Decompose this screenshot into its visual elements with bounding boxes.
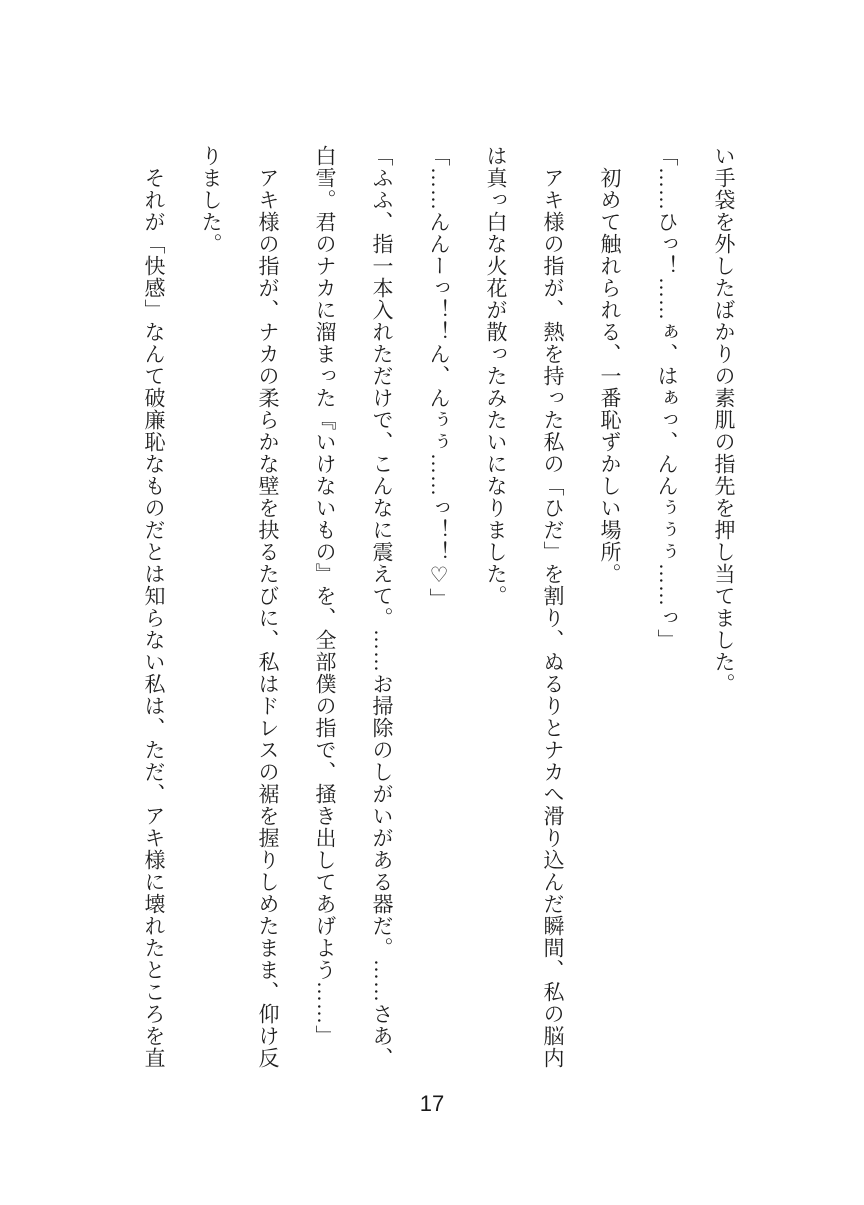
text-line: りました。 xyxy=(199,145,223,255)
text-line: それが「快感」なんて破廉恥なものだとは知らない私は、ただ、アキ様に壊れたところを直 xyxy=(142,145,166,1069)
text-line: 初めて触れられる、一番恥ずかしい場所。 xyxy=(598,145,622,585)
text-line: アキ様の指が、熱を持った私の「ひだ」を割り、ぬるりとナカへ滑り込んだ瞬間、私の脳内 xyxy=(541,145,565,1069)
text-line: 「……ひっ！……ぁ、はぁっ、んんぅぅぅ……っ」 xyxy=(655,145,679,651)
vertical-text-block xyxy=(125,145,752,1085)
text-line: い手袋を外したばかりの素肌の指先を押し当てました。 xyxy=(712,145,736,695)
text-line: 「ふふ、指一本入れただけで、こんなに震えて。……お掃除のしがいがある器だ。……さあ、 xyxy=(370,145,394,1069)
page-number: 17 xyxy=(419,1091,445,1116)
text-line: 白雪。君のナカに溜まった『いけないもの』を、全部僕の指で、掻き出してあげよう……」 xyxy=(313,145,337,1047)
text-line: アキ様の指が、ナカの柔らかな壁を抉るたびに、私はドレスの裾を握りしめたまま、仰け反 xyxy=(256,145,280,1069)
text-line: は真っ白な火花が散ったみたいになりました。 xyxy=(484,145,508,607)
text-line: 「……んんーっ！！ん、んぅぅ……っ！！♡」 xyxy=(427,145,451,610)
